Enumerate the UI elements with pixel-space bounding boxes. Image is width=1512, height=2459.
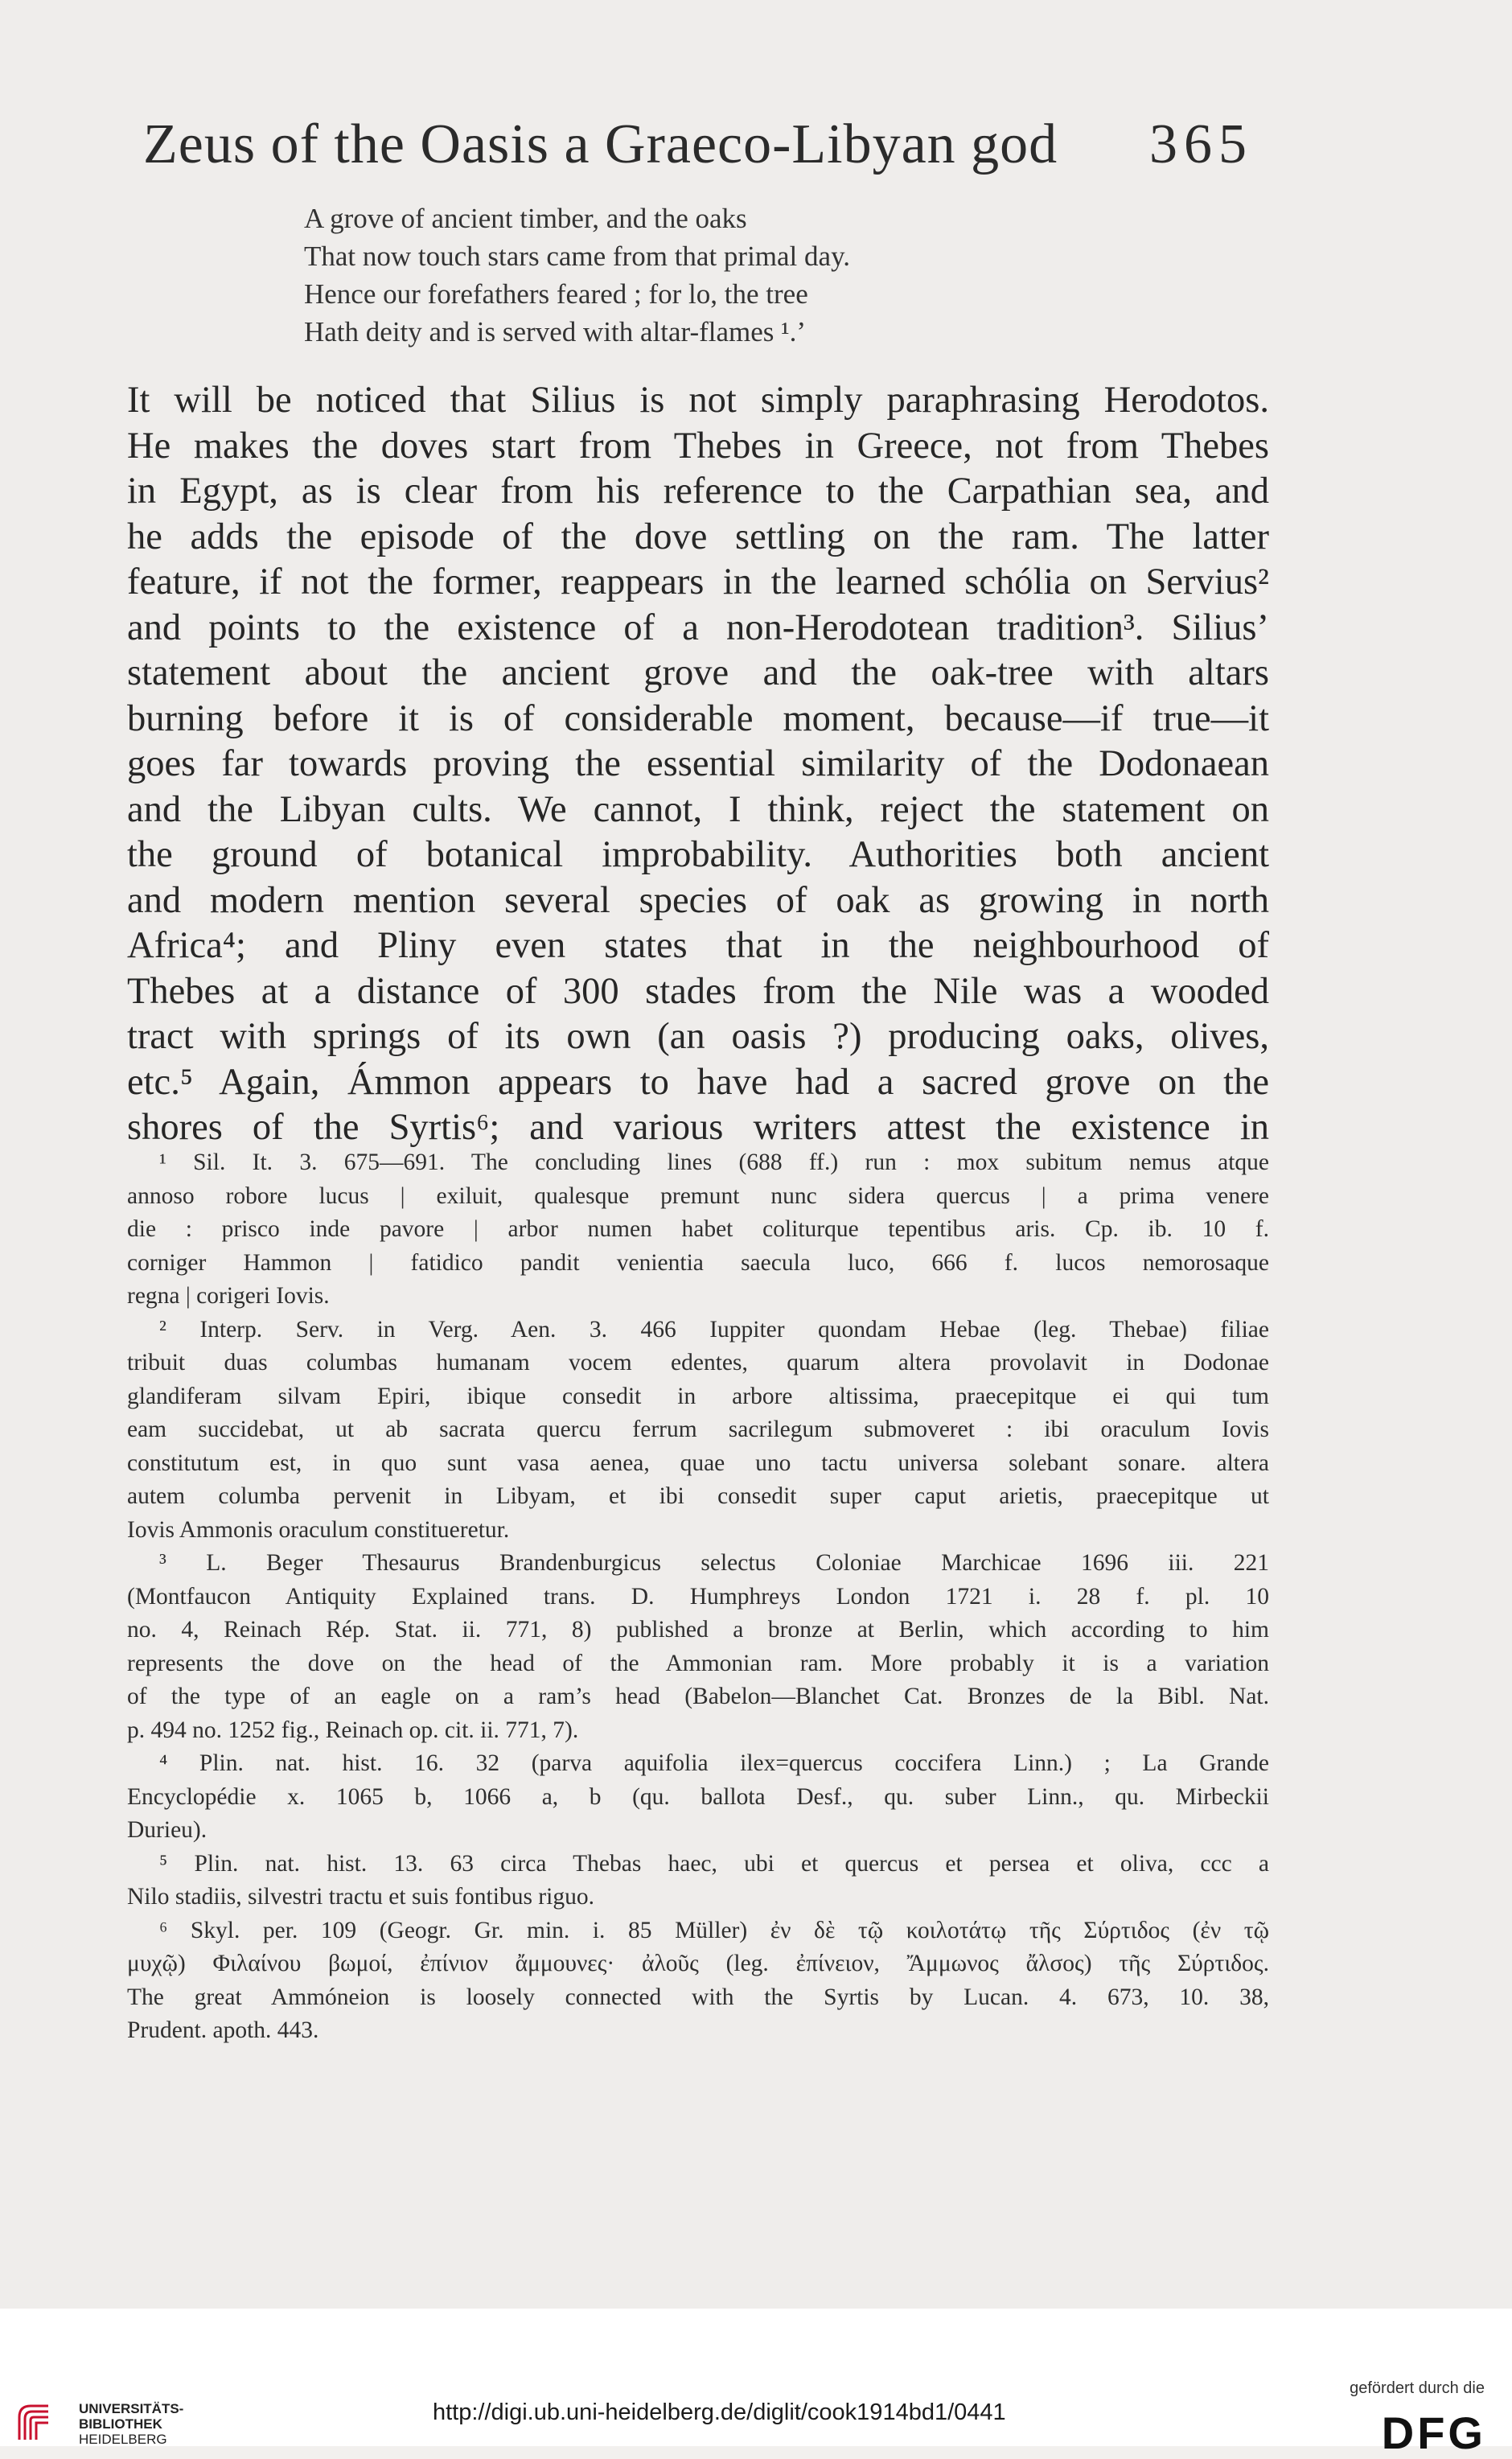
body-line: It will be noticed that Silius is not simply paraphrasing Herodotos.	[127, 380, 1269, 421]
footnote-line: no. 4, Reinach Rép. Stat. ii. 771, 8) published a bronze at Berlin, which according to him	[127, 1617, 1269, 1643]
body-line: and the Libyan cults. We cannot, I think, reject the statement on	[127, 788, 1269, 830]
verse-line: Hath deity and is served with altar-flames ¹.’	[304, 316, 807, 347]
verse-line: Hence our forefathers feared ; for lo, the tree	[304, 278, 808, 310]
footnote-line: μυχῷ) Φιλαίνου βωμοί, ἐπίνιον ἄμμουνες· ἀλοῦς (leg. ἐπίνειον, Ἄμμωνος ἄλσος) τῆς Σύρτιδος.	[127, 1951, 1269, 1976]
footnote-line: ³ L. Beger Thesaurus Brandenburgicus selectus Coloniae Marchicae 1696 iii. 221	[159, 1550, 1269, 1576]
footnote-line: Durieu).	[127, 1817, 207, 1843]
body-line: feature, if not the former, reappears in the learned schólia on Servius²	[127, 561, 1269, 602]
footnote-line: tribuit duas columbas humanam vocem edentes, quarum altera provolavit in Dodonae	[127, 1350, 1269, 1375]
footnote-line: glandiferam silvam Epiri, ibique consedit in arbore altissima, praecepitque ei qui tum	[127, 1383, 1269, 1409]
library-name-line: UNIVERSITÄTS-	[79, 2401, 184, 2416]
body-line: burning before it is of considerable moment, because—if true—it	[127, 697, 1269, 739]
verse-line: A grove of ancient timber, and the oaks	[304, 203, 747, 234]
footnote-line: eam succidebat, ut ab sacrata quercu ferrum sacrilegum submoveret : ibi oraculum Iovis	[127, 1417, 1269, 1442]
footnote-line: represents the dove on the head of the Ammonian ram. More probably it is a variation	[127, 1650, 1269, 1676]
body-line: and points to the existence of a non-Herodotean tradition³. Silius’	[127, 607, 1269, 648]
library-name-line: HEIDELBERG	[79, 2432, 167, 2447]
permalink-url[interactable]: http://digi.ub.uni-heidelberg.de/diglit/cook1914bd1/0441	[433, 2399, 1006, 2425]
footnote-6	[127, 1914, 1269, 2048]
body-paragraph	[127, 378, 1269, 1151]
footnote-line: (Montfaucon Antiquity Explained trans. D. Humphreys London 1721 i. 28 f. pl. 10	[127, 1583, 1269, 1610]
footnote-line: The great Ammóneion is loosely connected with the Syrtis by Lucan. 4. 673, 10. 38,	[127, 1984, 1269, 2010]
footnote-line: die : prisco inde pavore | arbor numen habet coliturque tepentibus aris. Cp. ib. 10 f.	[127, 1216, 1269, 1242]
library-name-line: BIBLIOTHEK	[79, 2416, 162, 2432]
footnote-line: annoso robore lucus | exiluit, qualesque premunt nunc sidera quercus | a prima venere	[127, 1182, 1269, 1209]
footnote-2	[127, 1314, 1269, 1548]
footnote-5	[127, 1848, 1269, 1914]
footnote-line: ⁵ Plin. nat. hist. 13. 63 circa Thebas haec, ubi et quercus et persea et oliva, ccc a	[159, 1850, 1269, 1877]
footnote-4	[127, 1747, 1269, 1848]
page-number: 365	[1149, 113, 1253, 175]
footnote-line: Prudent. apoth. 443.	[127, 2017, 319, 2043]
library-name	[79, 2401, 183, 2447]
footnote-1	[127, 1146, 1269, 1314]
body-line: and modern mention several species of oak as growing in north	[127, 879, 1269, 921]
body-line: tract with springs of its own (an oasis ?) producing oaks, olives,	[127, 1016, 1269, 1057]
body-line: He makes the doves start from Thebes in Greece, not from Thebes	[127, 425, 1269, 467]
body-line: the ground of botanical improbability. Authorities both ancient	[127, 834, 1269, 875]
verse-quotation	[304, 199, 1108, 351]
running-title: Zeus of the Oasis a Graeco-Libyan god	[143, 113, 1058, 175]
funded-by-label: gefördert durch die	[1350, 2379, 1485, 2397]
footnote-line: corniger Hammon | fatidico pandit venientia saecula luco, 666 f. lucos nemorosaque	[127, 1249, 1269, 1276]
footnote-line: of the type of an eagle on a ram’s head (Babelon—Blanchet Cat. Bronzes de la Bibl. Nat.	[127, 1684, 1269, 1709]
page-header	[143, 113, 1253, 177]
body-line: etc.⁵ Again, Ámmon appears to have had a sacred grove on the	[127, 1061, 1269, 1103]
footnote-line: Encyclopédie x. 1065 b, 1066 a, b (qu. ballota Desf., qu. suber Linn., qu. Mirbeckii	[127, 1783, 1269, 1810]
footnote-line: ⁴ Plin. nat. hist. 16. 32 (parva aquifolia ilex=quercus coccifera Linn.) ; La Grande	[159, 1750, 1269, 1776]
body-line: Africa⁴; and Pliny even states that in the neighbourhood of	[127, 925, 1269, 966]
body-line: goes far towards proving the essential similarity of the Dodonaean	[127, 743, 1269, 784]
footnote-line: autem columba pervenit in Libyam, et ibi consedit super caput arietis, praecepitque ut	[127, 1483, 1269, 1509]
body-line: in Egypt, as is clear from his reference to the Carpathian sea, and	[127, 471, 1269, 512]
footnote-line: Iovis Ammonis oraculum constitueretur.	[127, 1516, 510, 1543]
body-line: he adds the episode of the dove settling on the ram. The latter	[127, 516, 1269, 557]
footnote-line: ¹ Sil. It. 3. 675—691. The concluding lines (688 ff.) run : mox subitum nemus atque	[159, 1149, 1269, 1175]
body-line: Thebes at a distance of 300 stades from the Nile was a wooded	[127, 970, 1269, 1012]
ub-heidelberg-logo-icon	[16, 2401, 69, 2443]
verse-line: That now touch stars came from that primal day.	[304, 241, 851, 272]
footnote-line: ⁶ Skyl. per. 109 (Geogr. Gr. min. i. 85 Müller) ἐν δὲ τῷ κοιλοτάτῳ τῆς Σύρτιδος (ἐν τῷ	[159, 1917, 1269, 1943]
body-line: statement about the ancient grove and the oak-tree with altars	[127, 652, 1269, 693]
footnote-line: ² Interp. Serv. in Verg. Aen. 3. 466 Iuppiter quondam Hebae (leg. Thebae) filiae	[159, 1316, 1269, 1343]
dfg-logo: DFG	[1381, 2408, 1486, 2458]
footnotes	[127, 1146, 1269, 2048]
footnote-line: p. 494 no. 1252 fig., Reinach op. cit. ii. 771, 7).	[127, 1717, 579, 1743]
footnote-line: Nilo stadiis, silvestri tractu et suis fontibus riguo.	[127, 1884, 594, 1910]
footnote-3	[127, 1547, 1269, 1747]
body-line: shores of the Syrtis⁶; and various writers attest the existence in	[127, 1107, 1269, 1148]
footnote-line: regna | corigeri Iovis.	[127, 1283, 330, 1309]
footnote-line: constitutum est, in quo sunt vasa aenea, quae uno tactu universa solebant sonare. altera	[127, 1449, 1269, 1476]
